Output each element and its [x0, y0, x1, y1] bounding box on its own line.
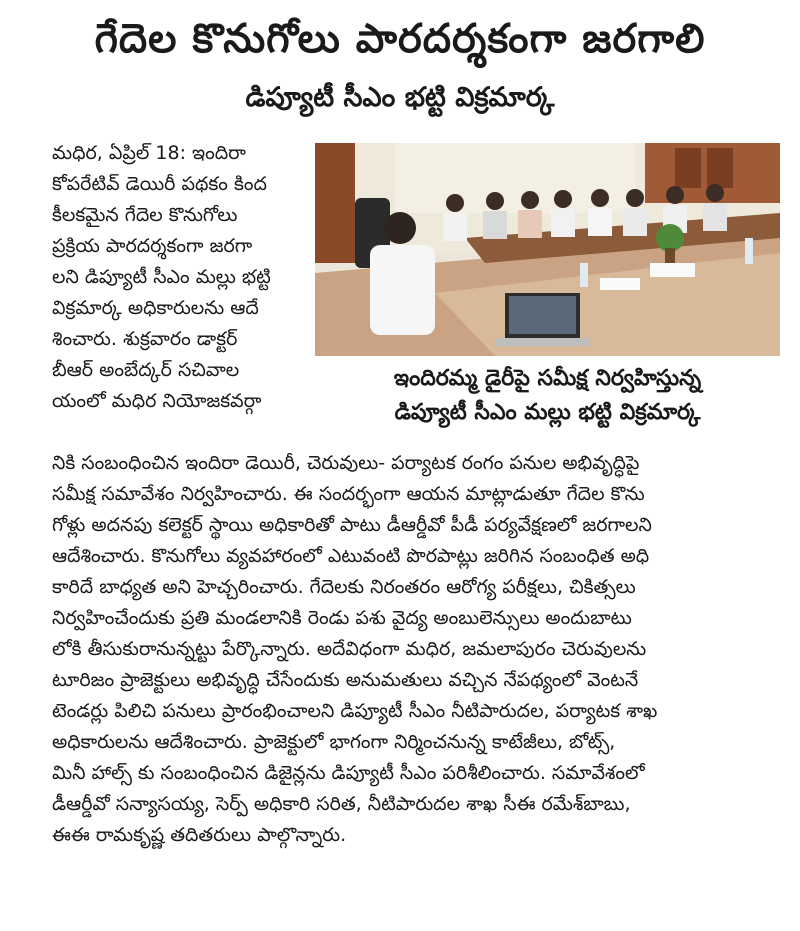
meeting-photo [315, 143, 780, 356]
article-line: విక్రమార్క అధికారులను ఆదే [52, 297, 259, 319]
article-line: సమీక్ష సమావేశం నిర్వహించారు. ఈ సందర్భంగా ఆయన మాట్లాడుతూ గేదెల కొను [52, 483, 645, 505]
article-line: కీలకమైన గేదెల కొనుగోలు [52, 204, 238, 226]
article-line: అధికారులను ఆదేశించారు. ప్రాజెక్టులో భాగంగా నిర్మించనున్న కాటేజీలు, బోట్స్, [52, 731, 616, 753]
article-line: నిర్వహించేందుకు ప్రతి మండలానికి రెండు పశు వైద్య అంబులెన్సులు అందుబాటు [52, 607, 632, 629]
article-line: కోపరేటివ్ డెయిరీ పథకం కింద [52, 173, 267, 195]
subheadline: డిప్యూటీ సీఎం భట్టి విక్రమార్క [245, 82, 555, 113]
article-line: టెండర్లు పిలిచి పనులు ప్రారంభించాలని డిప్యూటీ సీఎం నీటిపారుదల, పర్యాటక శాఖ [52, 700, 658, 722]
article-line: లోకి తీసుకురానున్నట్టు పేర్కొన్నారు. అదేవిధంగా మధిర, జమలాపురం చెరువులను [52, 638, 647, 660]
article-line: నికి సంబంధించిన ఇందిరా డెయిరీ, చెరువులు- పర్యాటక రంగం పనుల అభివృద్ధిపై [52, 452, 640, 474]
caption-line: డిప్యూటీ సీఎం మల్లు భట్టి విక్రమార్క [394, 400, 701, 425]
article-line: ప్రక్రియ పారదర్శకంగా జరగా [52, 235, 253, 257]
article-line: మినీ హాల్స్ కు సంబంధించిన డిజైన్లను డిప్యూటీ సీఎం పరిశీలించారు. సమావేశంలో [52, 762, 645, 784]
article-line: యంలో మధిర నియోజకవర్గా [52, 390, 262, 412]
article-line: గోళ్లు అదనపు కలెక్టర్ స్థాయి అధికారితో పాటు డీఆర్డీవో పీడీ పర్యవేక్షణలో జరగాలని [52, 514, 652, 536]
article-line: బీఆర్ అంబేద్కర్ సచివాల [52, 359, 240, 381]
article-line: కారిదే బాధ్యత అని హెచ్చరించారు. గేదెలకు నిరంతరం ఆరోగ్య పరీక్షలు, చికిత్సలు [52, 576, 636, 598]
article-column-left [52, 138, 307, 417]
photo-caption [315, 362, 780, 430]
article-line: ఆదేశించారు. కొనుగోలు వ్యవహారంలో ఎటువంటి పొరపాట్లు జరిగిన సంబంధిత అధి [52, 545, 650, 567]
article-line: టూరిజం ప్రాజెక్టులు అభివృద్ధి చేసేందుకు అనుమతులు వచ్చిన నేపథ్యంలో వెంటనే [52, 669, 639, 691]
article-line: డీఆర్డీవో సన్యాసయ్య, సెర్ప్ అధికారి సరిత, నీటిపారుదల శాఖ సీఈ రమేశ్‌బాబు, [52, 793, 631, 815]
headline: గేదెల కొనుగోలు పారదర్శకంగా జరగాలి [94, 16, 706, 62]
article-line: ఈఈ రామకృష్ణ తదితరులు పాల్గొన్నారు. [52, 824, 347, 846]
article-line: శించారు. శుక్రవారం డాక్టర్ [52, 328, 238, 350]
article-body [52, 448, 788, 851]
caption-line: ఇందిరమ్మ డైరీపై సమీక్ష నిర్వహిస్తున్న [393, 366, 702, 391]
article-line: మధిర, ఏప్రిల్ 18: ఇందిరా [52, 142, 246, 164]
article-line: లని డిప్యూటీ సీఎం మల్లు భట్టి [52, 266, 271, 288]
